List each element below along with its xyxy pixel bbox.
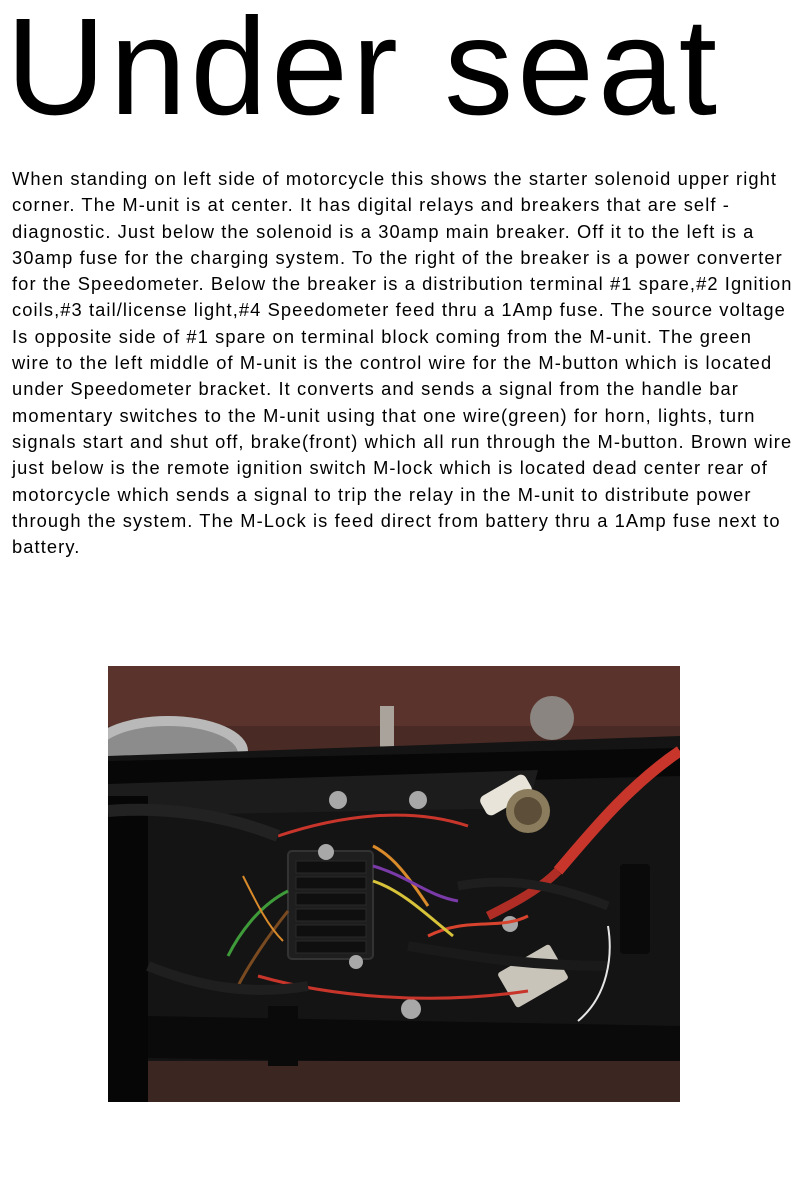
motorcycle-wiring-photo [108, 666, 680, 1102]
description-paragraph: When standing on left side of motorcycle this shows the starter solenoid upper right corner. The M-unit is at center. It has digital relays and breakers that are self - diagnostic. Just below the solenoid is a 30amp main breaker. Off it to the left is a 30amp fuse for the charging system. To the right of the breaker is a power converter for the Speedometer. Below the breaker is a distribution terminal #1 spare,#2 Ignition coils,#3 tail/license light,#4 Speedometer feed thru a 1Amp fuse. The source voltage Is opposite side of #1 spare on terminal block coming from the M-unit. The green wire to the left middle of M-unit is the control wire for the M-button which is located under Speedometer bracket. It converts and sends a signal from the handle bar momentary switches to the M-unit using that one wire(green) for horn, lights, turn signals start and shut off, brake(front) which all run through the M-button. Brown wire just below is the remote ignition switch M-lock which is located dead center rear of motorcycle which sends a signal to trip the relay in the M-unit to distribute power through the system. The M-Lock is feed direct from battery thru a 1Amp fuse next to battery. [12, 168, 793, 558]
page-title: Under seat [6, 0, 722, 144]
